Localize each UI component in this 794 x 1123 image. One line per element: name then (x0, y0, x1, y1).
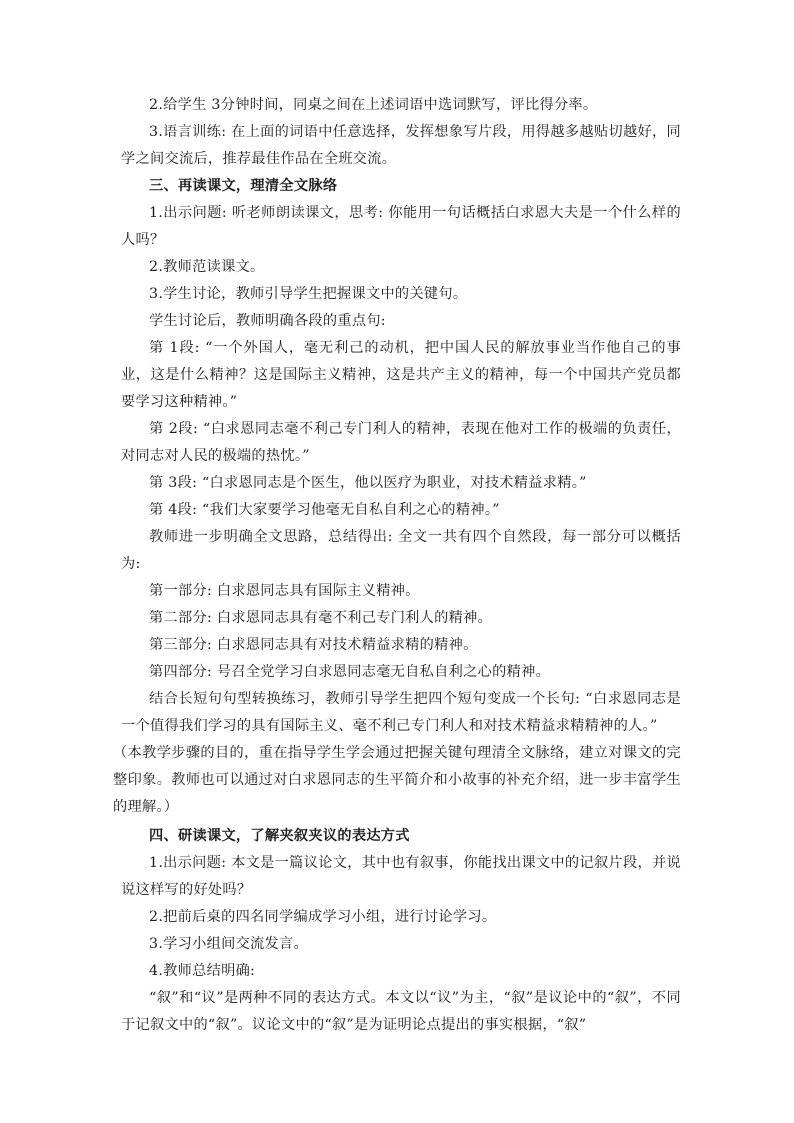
paragraph-question-1: 1.出示问题: 听老师朗读课文，思考: 你能用一句话概括白求恩大夫是一个什么样的人吗？ (121, 205, 681, 248)
paragraph-step-2: 2.给学生 3分钟时间，同桌之间在上述词语中选词默写，评比得分率。 (149, 97, 598, 113)
paragraph-teacher-reading: 2.教师范读课文。 (149, 259, 265, 275)
paragraph-part-3: 第三部分: 白求恩同志具有对技术精益求精的精神。 (149, 637, 478, 653)
paragraph-section-1-quote: 第 1段: “一个外国人，毫无利己的动机，把中国人民的解放事业当作他自己的事业，这是什么精神？这是国际主义精神，这是共产主义的精神，每一个中国共产党员都要学习这种精神。” (121, 340, 681, 410)
paragraph-step-3-language: 3.语言训练: 在上面的词语中任意选择，发挥想象写片段，用得越多越贴切越好，同学之间交流后，推荐最佳作品在全班交流。 (121, 124, 681, 167)
paragraph-section-4-quote: 第 4段: “我们大家要学习他毫无自私自利之心的精神。” (149, 502, 500, 518)
paragraph-group-study: 2.把前后桌的四名同学编成学习小组，进行讨论学习。 (149, 909, 497, 925)
paragraph-key-sentences-intro: 学生讨论后，教师明确各段的重点句: (149, 313, 386, 329)
paragraph-summary-intro: 教师进一步明确全文思路，总结得出: 全文一共有四个自然段，每一部分可以概括为: (121, 529, 681, 572)
paragraph-teacher-summary: 4.教师总结明确: (149, 963, 256, 979)
paragraph-part-4: 第四部分: 号召全党学习白求恩同志毫无自私自利之心的精神。 (149, 664, 551, 680)
section-heading-3: 三、再读课文，理清全文脉络 (149, 178, 338, 194)
paragraph-section-3-quote: 第 3段: “白求恩同志是个医生，他以医疗为职业，对技术精益求精。” (149, 475, 587, 491)
paragraph-sentence-transform: 结合长短句句型转换练习，教师引导学生把四个短句变成一个长句: “白求恩同志是一个值得我们学习的具有国际主义、毫不利己专门利人和对技术精益求精精神的人。” (121, 691, 681, 734)
section-heading-4: 四、研读课文，了解夹叙夹议的表达方式 (149, 828, 410, 844)
paragraph-part-1: 第一部分: 白求恩同志具有国际主义精神。 (149, 583, 420, 599)
paragraph-teaching-note: （本教学步骤的目的，重在指导学生学会通过把握关键句理清全文脉络，建立对课文的完整印象。教师也可以通过对白求恩同志的生平简介和小故事的补充介绍，进一步丰富学生的理解。） (113, 745, 681, 815)
paragraph-section-2-quote: 第 2段: “白求恩同志毫不利己专门利人的精神，表现在他对工作的极端的负责任，对同志对人民的极端的热忱。” (121, 421, 682, 464)
paragraph-group-exchange: 3.学习小组间交流发言。 (149, 936, 309, 952)
paragraph-narration-argument: “叙”和“议”是两种不同的表达方式。本文以“议”为主，“叙”是议论中的“叙”，不同于记叙文中的“叙”。议论文中的“叙”是为证明论点提出的事实根据，“叙” (121, 990, 681, 1033)
paragraph-part-2: 第二部分: 白求恩同志具有毫不利己专门利人的精神。 (149, 610, 493, 626)
paragraph-discussion: 3.学生讨论，教师引导学生把握课文中的关键句。 (149, 286, 468, 302)
document-page (113, 92, 682, 1039)
paragraph-question-2: 1.出示问题: 本文是一篇议论文，其中也有叙事，你能找出课文中的记叙片段，并说说这样写的好处吗？ (121, 855, 681, 898)
